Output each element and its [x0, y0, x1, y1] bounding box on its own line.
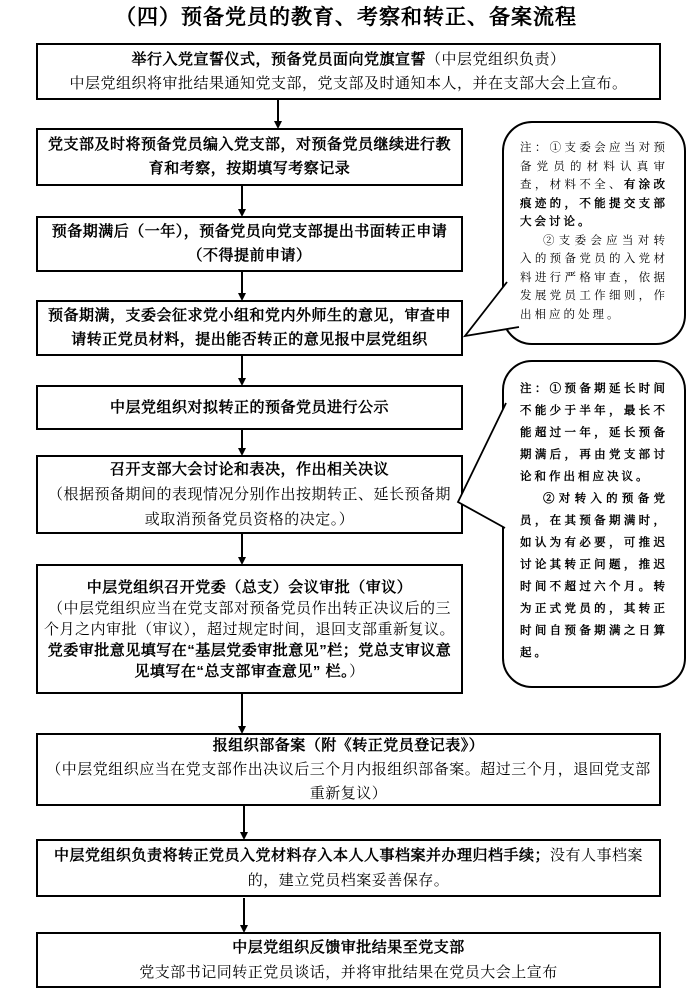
note-text: ②对转入的预备党员，在其预备期满时，如认为有必要，可推迟讨论其转正问题，推迟时间不超过六个月。转为正式党员的，其转正时间自预备期满之日算起。: [520, 493, 668, 659]
flow-step-enroll-branch: [36, 128, 463, 186]
note-text: ②支委会应当对转入的预备党员的入党材料进行严格审查，依据发展党员工作细则，作出相应的处理。: [520, 234, 668, 321]
step-note: （中层党组织负责）: [426, 50, 566, 68]
step-heading: 中层党组织召开党委（总支）会议审批（审议）: [86, 578, 413, 596]
step-body: 没有人事档案的，建立党员档案妥善保存。: [247, 847, 644, 889]
arrow-down: [241, 272, 243, 298]
note-text-emphasis: 有涂改痕迹的，不能提交支部大会讨论。: [520, 179, 669, 228]
flow-step-branch-meeting: [36, 455, 463, 534]
arrow-down: [241, 356, 243, 383]
arrow-down: [277, 100, 279, 126]
step-body: （中层党组织应当在党支部作出决议后三个月内报组织部备案。超过三个月，退回党支部重新复议）: [46, 760, 651, 802]
step-heading: 报组织部备案（附《转正党员登记表》）: [212, 736, 485, 754]
step-body: 预备期满，支委会征求党小组和党内外师生的意见，审查申请转正党员材料，提出能否转正的意见报中层党组织: [47, 307, 451, 348]
flow-step-committee-review: [36, 300, 463, 356]
callout-tail: [450, 395, 520, 535]
step-heading: 举行入党宣誓仪式，预备党员面向党旗宣誓: [131, 50, 426, 68]
arrow-down: [241, 694, 243, 731]
flow-step-record-filing: [36, 733, 661, 806]
arrow-down: [241, 186, 243, 214]
step-heading: 中层党组织反馈审批结果至党支部: [232, 939, 465, 956]
note-text: 注：①预备期延长时间不能少于半年，最长不能超过一年，延长预备期满后，再由党支部讨论和作出相应决议。: [520, 383, 668, 483]
flow-step-written-application: [36, 216, 463, 272]
callout-tail: [455, 272, 525, 347]
arrow-down: [241, 430, 243, 453]
flow-step-party-committee-approval: [36, 564, 463, 694]
step-body: 党支部及时将预备党员编入党支部，对预备党员继续进行教育和考察，按期填写考察记录: [47, 136, 451, 177]
arrow-down: [243, 806, 245, 837]
step-body: 预备期满后（一年），预备党员向党支部提出书面转正申请（不得提前申请）: [51, 223, 448, 264]
note-paragraph: [520, 139, 668, 232]
note-bubble-probation-extension: [502, 360, 686, 688]
step-body-end: ）: [349, 662, 365, 680]
note-text: 注：①支委会应当对预备党员的材料认真审查，材料不全、: [520, 142, 668, 191]
flow-step-oath: [36, 43, 661, 100]
step-body: 党支部书记同转正党员谈话，并将审批结果在党员大会上宣布: [139, 964, 558, 981]
page-title: （四）预备党员的教育、考察和转正、备案流程: [115, 6, 577, 29]
arrow-down: [241, 534, 243, 562]
flow-step-feedback-result: [36, 932, 661, 988]
note-bubble-materials-review: [502, 121, 686, 345]
flow-step-archive-materials: [36, 839, 661, 897]
step-body: 中层党组织对拟转正的预备党员进行公示: [109, 398, 389, 416]
step-body: （根据预备期间的表现情况分别作出按期转正、延长预备期或取消预备党员资格的决定。）: [47, 486, 451, 528]
flow-step-text: [42, 48, 655, 96]
step-body-emphasis: 党委审批意见填写在“基层党委审批意见”栏；党总支审议意见填写在“总支部审查意见” 栏。: [47, 641, 452, 680]
arrow-down: [243, 898, 245, 930]
step-body-emphasis: 中层党组织负责将转正党员入党材料存入本人人事档案并办理归档手续；: [53, 847, 550, 864]
flow-step-publicity: [36, 385, 463, 430]
step-body: 中层党组织将审批结果通知党支部，党支部及时通知本人，并在支部大会上宣布。: [69, 74, 628, 92]
step-body: （中层党组织应当在党支部对预备党员作出转正决议后的三个月之内审批（审议），超过规定时间，退回支部重新复议。: [43, 599, 455, 638]
step-heading: 召开支部大会讨论和表决，作出相关决议: [109, 461, 389, 478]
